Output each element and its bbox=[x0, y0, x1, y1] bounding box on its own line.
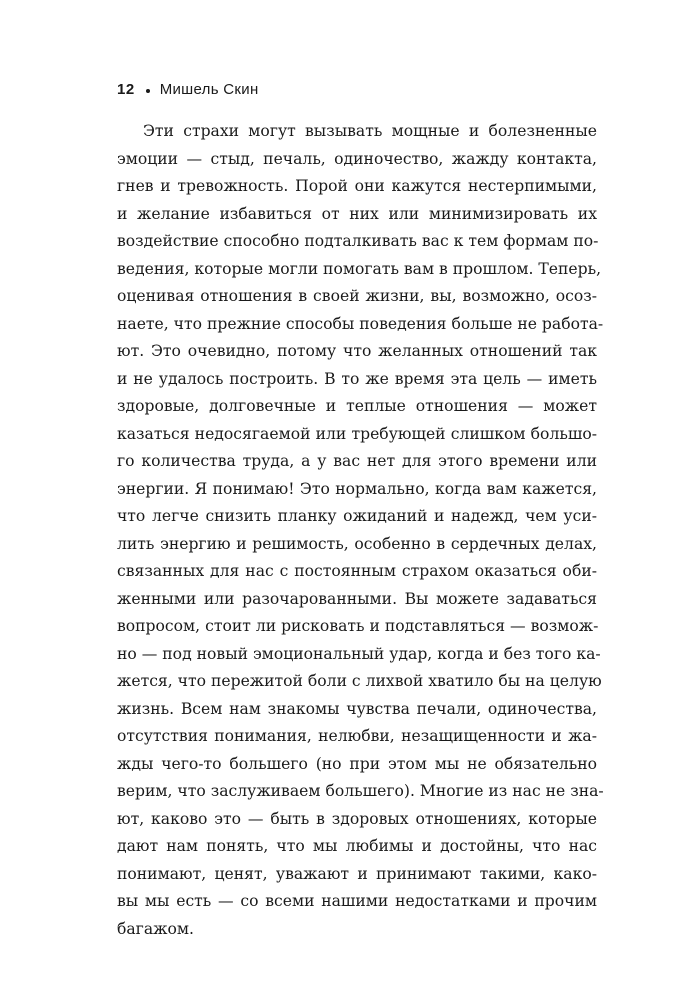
text-line: вопросом, стоит ли рисковать и подставляться — возмож- bbox=[117, 617, 599, 635]
text-line: и не удалось построить. В то же время эта цель — иметь bbox=[117, 369, 597, 388]
text-line: жизнь. Всем нам знакомы чувства печали, одиночества, bbox=[117, 699, 597, 718]
text-line: женными или разочарованными. Вы можете задаваться bbox=[117, 589, 597, 608]
text-line: го количества труда, а у вас нет для этого времени или bbox=[117, 452, 597, 470]
text-line: и желание избавиться от них или минимизировать их bbox=[117, 204, 597, 223]
text-line: эмоции — стыд, печаль, одиночество, жажду контакта, bbox=[117, 149, 597, 168]
text-line: ют. Это очевидно, потому что желанных отношений так bbox=[117, 342, 597, 360]
text-line: лить энергию и решимость, особенно в сердечных делах, bbox=[117, 534, 597, 553]
text-line: но — под новый эмоциональный удар, когда и без того ка- bbox=[117, 644, 601, 663]
text-line: наете, что прежние способы поведения больше не работа- bbox=[117, 314, 604, 333]
running-header bbox=[117, 78, 259, 100]
text-line: вы мы есть — со всеми нашими недостатками и прочим bbox=[117, 892, 597, 910]
header-bullet bbox=[146, 89, 150, 93]
text-line: что легче снизить планку ожиданий и надежд, чем уси- bbox=[117, 507, 597, 525]
text-line: Эти страхи могут вызывать мощные и болезненные bbox=[143, 122, 597, 140]
page-number: 12 bbox=[117, 80, 135, 98]
text-line: оценивая отношения в своей жизни, вы, возможно, осоз- bbox=[117, 287, 597, 305]
text-line: багажом. bbox=[117, 919, 194, 938]
text-line: гнев и тревожность. Порой они кажутся нестерпимыми, bbox=[117, 177, 597, 195]
text-line: верим, что заслуживаем большего). Многие из нас не зна- bbox=[117, 782, 604, 800]
text-line: ют, каково это — быть в здоровых отношениях, которые bbox=[117, 809, 597, 828]
text-line: отсутствия понимания, нелюбви, незащищенности и жа- bbox=[117, 727, 597, 745]
text-line: воздействие способно подталкивать вас к тем формам по- bbox=[117, 232, 599, 250]
text-line: энергии. Я понимаю! Это нормально, когда вам кажется, bbox=[117, 479, 597, 498]
text-line: ведения, которые могли помогать вам в прошлом. Теперь, bbox=[117, 259, 602, 278]
text-line: жды чего-то большего (но при этом мы не обязательно bbox=[117, 754, 597, 773]
text-line: казаться недосягаемой или требующей слишком большо- bbox=[117, 424, 597, 443]
text-line: жется, что пережитой боли с лихвой хватило бы на целую bbox=[117, 672, 602, 690]
text-line: связанных для нас с постоянным страхом оказаться оби- bbox=[117, 562, 597, 580]
text-line: здоровые, долговечные и теплые отношения — может bbox=[117, 397, 597, 415]
text-line: понимают, ценят, уважают и принимают такими, како- bbox=[117, 864, 597, 883]
body-paragraph bbox=[117, 118, 604, 943]
running-title: Мишель Скин bbox=[159, 80, 259, 98]
text-line: дают нам понять, что мы любимы и достойны, что нас bbox=[117, 837, 597, 855]
